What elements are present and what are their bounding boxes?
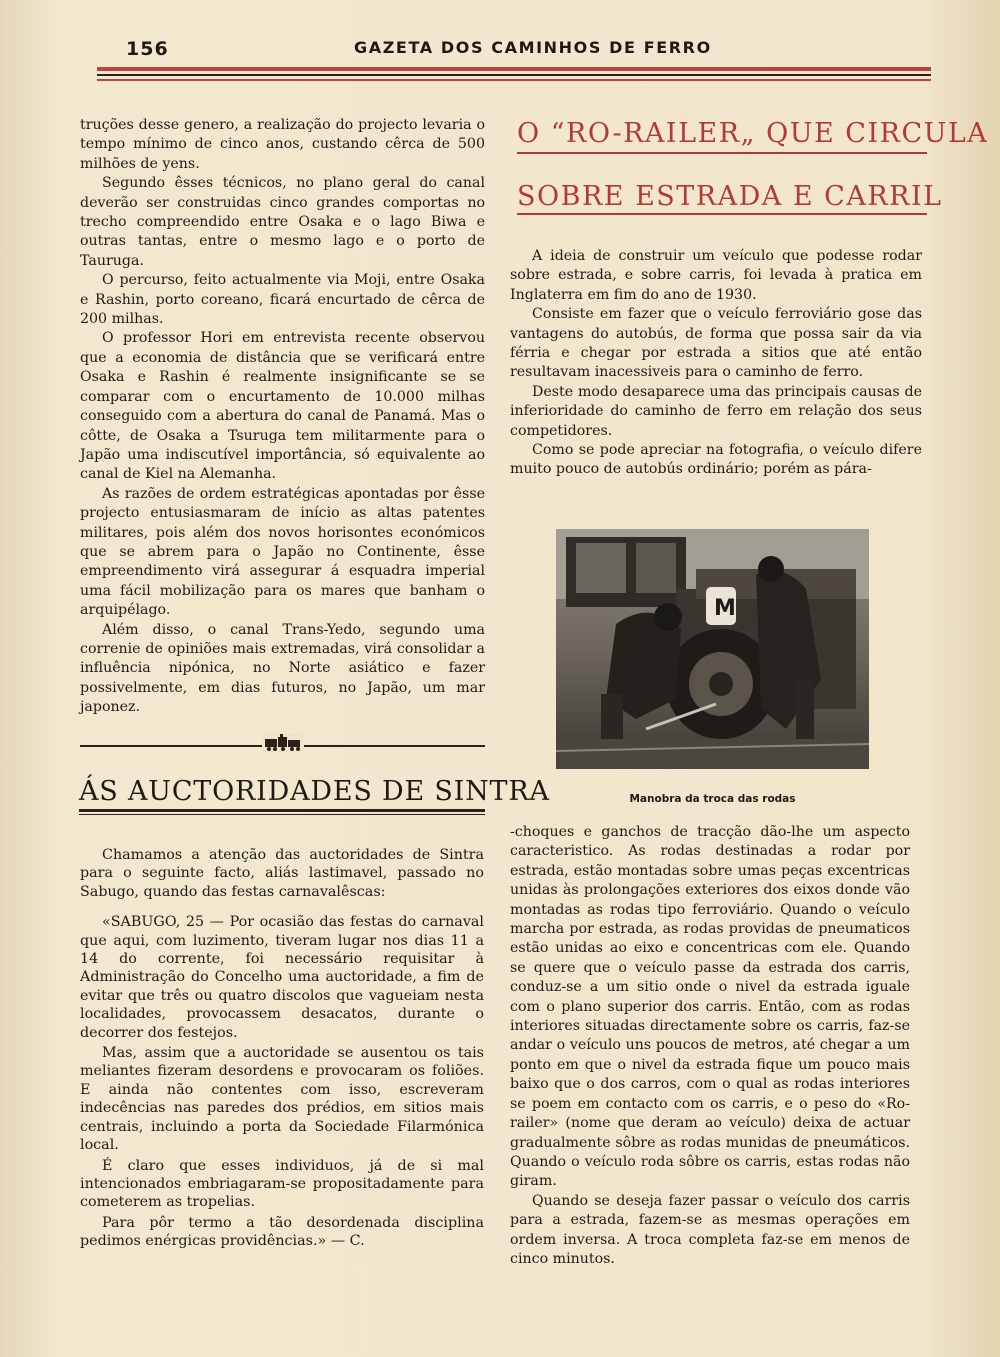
ro-railer-paragraph-5: -choques e ganchos de tracção dão-lhe um aspecto caracteristico. As rodas destinadas a rodar por estrada, estão montadas sobre umas peças excentricas unidas às prolongações exteriores dos eixos donde vão montadas as rodas tipo ferroviário. Quando o veículo marcha por estrada, as rodas providas de pneumaticos estão unidas ao eixo e concentricas com ele. Quando se quere que o veículo passe da estrada dos carris, conduz-se a um sitio onde o nivel da estrada iguale com o plano superior dos carris. Então, com as rodas interiores situadas directamente sobre os carris, faz-se andar o veículo uns poucos de metros, até chegar a um ponto em que o nivel da estrada fique um pouco mais baixo que o dos carros, com o qual as rodas interiores se poem em contacto com os carris, e o peso do «Ro-railer» (nome que deram ao veículo) deixa de actuar gradualmente sôbre as rodas munidas de pneumáticos. Quando o veículo roda sôbre os carris, estas rodas não giram. [510,824,910,1190]
canal-article-continuation [80,116,485,718]
canal-paragraph-5: As razões de ordem estratégicas apontadas por êsse projecto entusiasmaram de início as altas patentes militares, pois além dos novos horisontes económicos que se abrem para o Japão no Continente, êsse empreendimento virá assegurar á esquadra imperial uma fácil mobilização para os mares que banham o arquipélago. [80,485,485,619]
canal-paragraph-1: truções desse genero, a realização do projecto levaria o tempo mínimo de cinco anos, custando cêrca de 500 milhões de yens. [80,117,485,172]
ro-railer-headline-rule-2 [517,213,927,215]
ro-railer-paragraph-3: Deste modo desaparece uma das principais causas de inferioridade do caminho de ferro em relação dos seus competidores. [510,383,922,439]
canal-paragraph-6: Além disso, o canal Trans-Yedo, segundo uma correnie de opiniões mais extremadas, virá consolidar a influência nipónica, no Norte asiático e fazer possivelmente, em dias futuros, no Japão, um mar japonez. [80,621,485,716]
ro-railer-paragraph-6: Quando se deseja fazer passar o veículo dos carris para a estrada, fazem-se as mesmas operações em ordem inversa. A troca completa faz-se em menos de cinco minutos. [510,1192,910,1267]
ro-railer-article-bottom [510,823,910,1269]
ro-railer-paragraph-4: Como se pode apreciar na fotografia, o veículo difere muito pouco de autobús ordinário; porém as pára- [510,442,922,478]
ro-railer-headline-rule-1 [517,152,927,154]
header-rule-black [97,74,931,76]
photo-caption: Manobra da troca das rodas [629,793,796,805]
sintra-paragraph-1: Chamamos a atenção das auctoridades de Sintra para o seguinte facto, aliás lastimavel, passado no Sabugo, quando das festas carnavalêscas: [80,847,484,900]
ro-railer-paragraph-1: A ideia de construir um veículo que podesse rodar sobre estrada, e sobre carris, foi levada à pratica em Inglaterra em fim do ano de 1930. [510,248,922,303]
ro-railer-headline-line-2: SOBRE ESTRADA E CARRIL [517,181,943,212]
train-ornament-icon [262,734,304,752]
ro-railer-headline-line-1: O “RO-RAILER„ QUE CIRCULA [517,118,989,149]
sintra-paragraph-5: Para pôr termo a tão desordenada disciplina pedimos enérgicas providências.» — C. [80,1214,484,1250]
running-title: GAZETA DOS CAMINHOS DE FERRO [354,38,712,57]
page-number: 156 [126,38,169,60]
svg-text:M: M [714,596,736,621]
sintra-headline-rule-thin [79,814,485,815]
sintra-paragraph-2: «SABUGO, 25 — Por ocasião das festas do carnaval que aqui, com luzimento, tiveram lugar nos dias 11 a 14 do corrente, foi necessário requisitar à Administração do Concelho uma auctoridade, a fim de evitar que três ou quatro discolos que vagueiam nesta localidades, provocassem desacatos, durante o decorrer dos festejos. [80,914,484,1041]
ro-railer-article-top [510,247,922,480]
ro-railer-paragraph-2: Consiste em fazer que o veículo ferroviário gose das vantagens do autobús, de forma que possa sair da via férria e chegar por estrada a sitios que até então resultavam inacessiveis para o caminho de ferro. [510,306,922,381]
sintra-headline-rule [79,809,485,812]
sintra-headline: ÁS AUCTORIDADES DE SINTRA [79,776,550,807]
canal-paragraph-3: O percurso, feito actualmente via Moji, entre Osaka e Rashin, porto coreano, ficará encurtado de cêrca de 200 milhas. [80,272,485,328]
sintra-paragraph-3: Mas, assim que a auctoridade se ausentou os tais meliantes fizeram desordens e provocaram os foliões. E ainda não contentes com isso, escreveram indecências nas paredes dos prédios, em sitios mais centrais, incluindo a porta da Sociedade Filarmónica local. [80,1045,484,1154]
ro-railer-photograph [556,529,869,769]
sintra-article-body [80,846,484,1253]
canal-paragraph-4: O professor Hori em entrevista recente observou que a economia de distância que se verificará entre Osaka e Rashin é realmente insignificante se se comparar com o encurtamento de 10.000 milhas conseguido com a abertura do canal de Panamá. Mas o côtte, de Osaka a Tsuruga tem militarmente para o Japão uma indiscutível importância, só equivalente ao canal de Kiel na Alemanha. [80,330,485,483]
header-rule-red-bottom [97,79,931,81]
canal-paragraph-2: Segundo êsses técnicos, no plano geral do canal deverão ser construidas cinco grandes comportas no trecho compreendido entre Osaka e o lago Biwa e outras tantas, entre o mesmo lago e o porto de Tauruga. [80,175,485,269]
sintra-paragraph-4: É claro que esses individuos, já de si mal intencionados embriagaram-se propositadamente para cometerem as tropelias. [80,1157,484,1211]
header-rule-red-top [97,67,931,71]
